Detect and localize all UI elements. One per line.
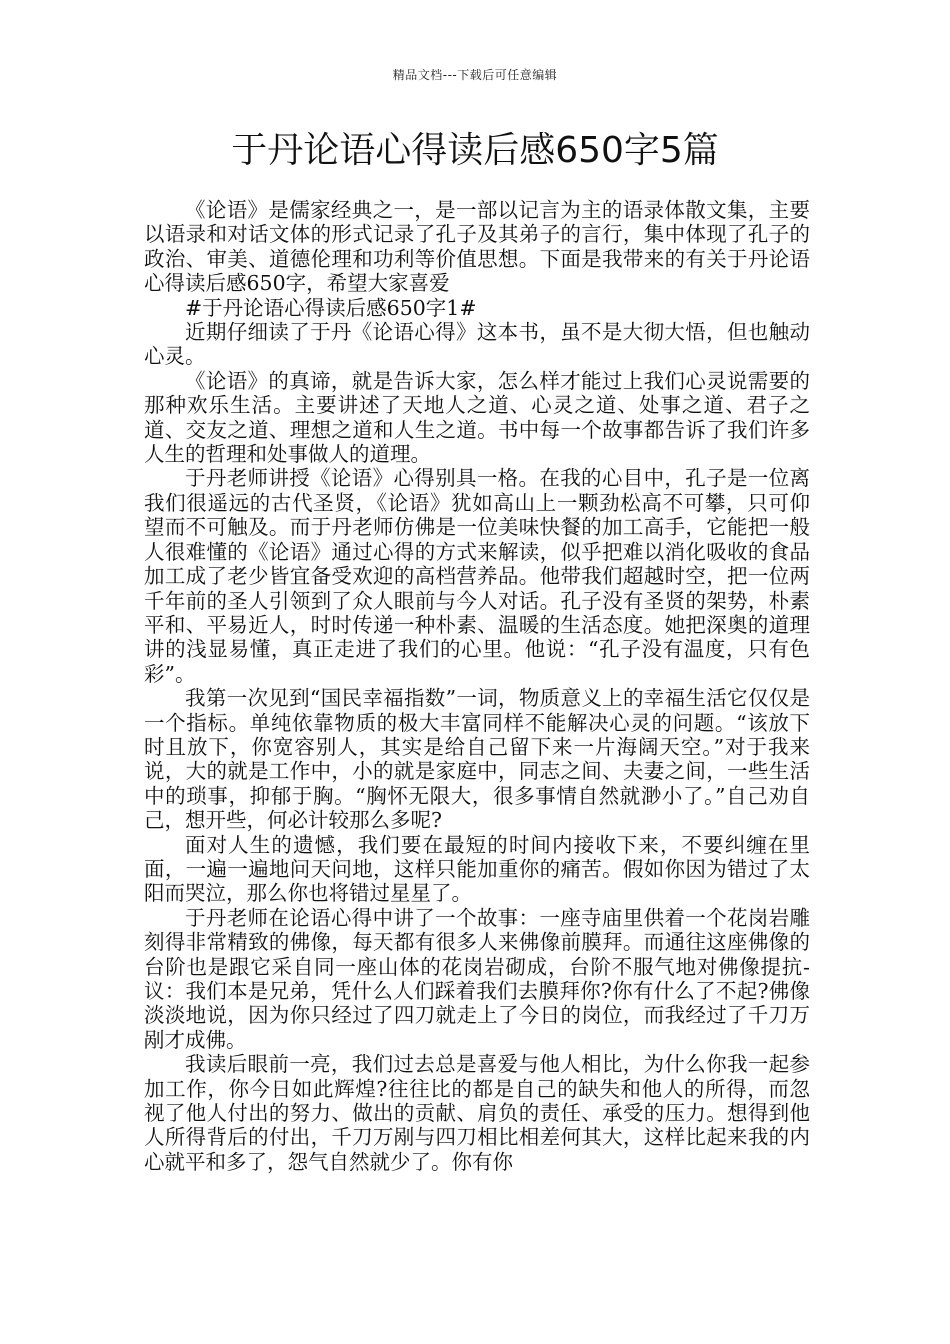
paragraph: 于丹老师在论语心得中讲了一个故事：一座寺庙里供着一个花岗岩雕刻得非常精致的佛像，每天都有很多人来佛像前膜拜。而通往这座佛像的台阶也是跟它采自同一座山体的花岗岩砌成，台阶不服气地对佛像提抗-议：我们本是兄弟，凭什么人们踩着我们去膜拜你?你有什么了不起?佛像淡淡地说，因为你只经过了四刀就走上了今日的岗位，而我经过了千刀万剐才成佛。 (144, 905, 810, 1052)
section-heading-1: #于丹论语心得读后感650字1# (185, 295, 477, 320)
paragraph-intro: 《论语》是儒家经典之一，是一部以记言为主的语录体散文集，主要以语录和对话文体的形式记录了孔子及其弟子的言行，集中体现了孔子的政治、审美、道德伦理和功利等价值思想。下面是我带来的有关于丹论语心得读后感650字，希望大家喜爱 (144, 198, 810, 296)
header-note: 精品文档---下载后可任意编辑 (392, 68, 558, 82)
paragraph: 面对人生的遗憾，我们要在最短的时间内接收下来，不要纠缠在里面，一遍一遍地问天问地，这样只能加重你的痛苦。假如你因为错过了太阳而哭泣，那么你也将错过星星了。 (144, 832, 810, 906)
article-body (144, 198, 810, 1174)
paragraph: 我读后眼前一亮，我们过去总是喜爱与他人相比，为什么你我一起参加工作，你今日如此辉煌?往往比的都是自己的缺失和他人的所得，而忽视了他人付出的努力、做出的贡献、肩负的责任、承受的压力。想得到他人所得背后的付出，千刀万剐与四刀相比相差何其大，这样比起来我的内心就平和多了，怨气自然就少了。你有你 (144, 1052, 810, 1174)
paragraph: 《论语》的真谛，就是告诉大家，怎么样才能过上我们心灵说需要的那种欢乐生活。主要讲述了天地人之道、心灵之道、处事之道、君子之道、交友之道、理想之道和人生之道。书中每一个故事都告诉了我们许多人生的哲理和处事做人的道理。 (144, 368, 810, 467)
paragraph: 近期仔细读了于丹《论语心得》这本书，虽不是大彻大悟，但也触动心灵。 (144, 320, 810, 369)
page-title: 于丹论语心得读后感650字5篇 (231, 130, 719, 171)
paragraph: 我第一次见到“国民幸福指数”一词，物质意义上的幸福生活它仅仅是一个指标。单纯依靠物质的极大丰富同样不能解决心灵的问题。“该放下时且放下，你宽容别人，其实是给自己留下来一片海阔天空。”对于我来说，大的就是工作中，小的就是家庭中，同志之间、夫妻之间，一些生活中的琐事，抑郁于胸。“胸怀无限大，很多事情自然就渺小了。”自己劝自己，想开些，何必计较那么多呢? (144, 686, 810, 833)
paragraph: 于丹老师讲授《论语》心得别具一格。在我的心目中，孔子是一位离我们很遥远的古代圣贤，《论语》犹如高山上一颗劲松高不可攀，只可仰望而不可触及。而于丹老师仿佛是一位美味快餐的加工高手，它能把一般人很难懂的《论语》通过心得的方式来解读，似乎把难以消化吸收的食品加工成了老少皆宜备受欢迎的高档营养品。他带我们超越时空，把一位两千年前的圣人引领到了众人眼前与今人对话。孔子没有圣贤的架势，朴素平和、平易近人，时时传递一种朴素、温暖的生活态度。她把深奥的道理讲的浅显易懂，真正走进了我们的心里。他说：“孔子没有温度，只有色彩”。 (144, 466, 810, 686)
